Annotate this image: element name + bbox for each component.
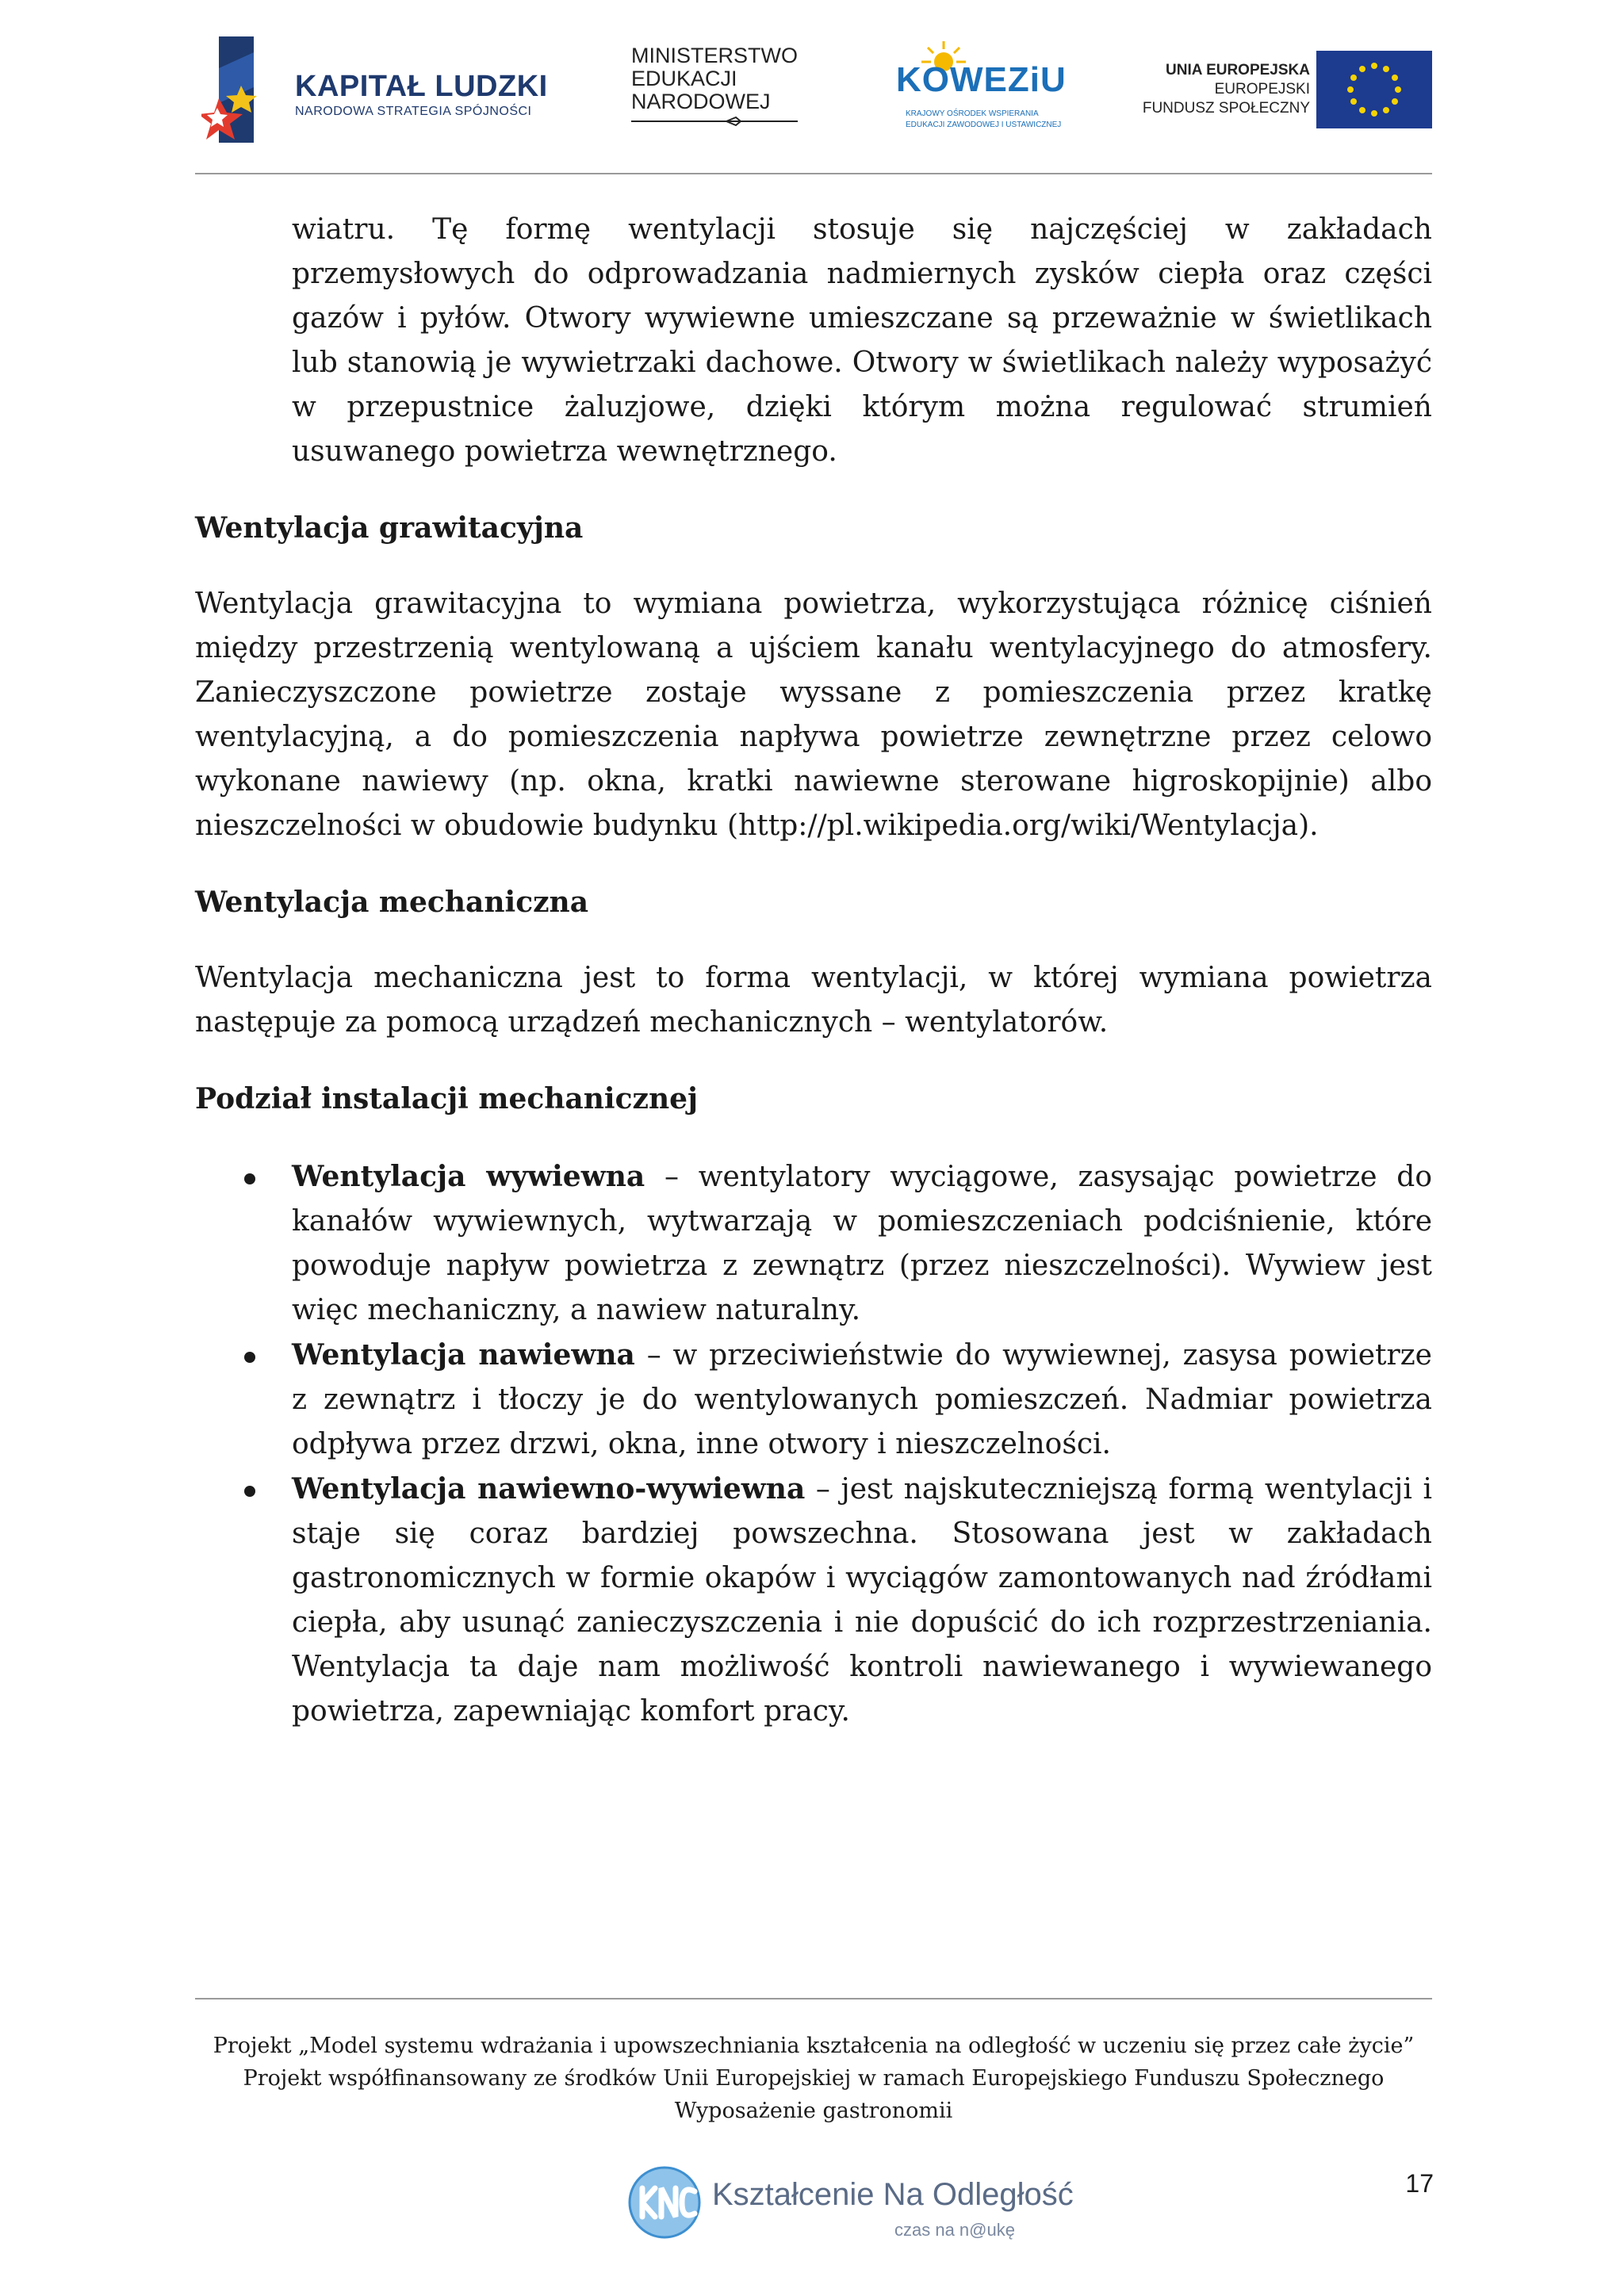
eu-flag-icon: [1316, 51, 1432, 128]
list-item: [292, 1333, 1432, 1467]
kapital-ludzki-subtitle: NARODOWA STRATEGIA SPÓJNOŚCI: [295, 105, 532, 118]
heading-mechanical-ventilation: Wentylacja mechaniczna: [195, 886, 589, 919]
paragraph-mechanical-ventilation: Wentylacja mechaniczna jest to forma wentylacji, w której wymiana powietrza następuje za pomocą urządzeń mechanicznych – wentylatorów.: [195, 962, 1432, 1039]
koweziu-title: KOWEZiU: [896, 60, 1067, 99]
list-item: [292, 1467, 1432, 1734]
knl-subtitle: czas na n@ukę: [894, 2220, 1015, 2240]
men-line-2: EDUKACJI: [631, 67, 737, 90]
footer-document-title: Wyposażenie gastronomii: [674, 2099, 953, 2123]
bullet-icon: [244, 1486, 255, 1497]
bullet-icon: [244, 1352, 255, 1363]
list-item-term: Wentylacja nawiewna: [292, 1338, 635, 1372]
knl-title: Kształcenie Na Odległość: [712, 2177, 1074, 2212]
list-item-term: Wentylacja nawiewno-wywiewna: [292, 1472, 806, 1506]
kapital-ludzki-logo: [201, 36, 548, 143]
men-line-3: NARODOWEJ: [631, 90, 771, 113]
heading-mechanical-division: Podział instalacji mechanicznej: [195, 1082, 699, 1115]
list-item-text: – wentylatory wyciągowe, zasysając powietrze do kanałów wywiewnych, wytwarzają w pomieszczeniach podciśnienie, które powoduje napływ powietrza z zewnątrz (przez nieszczelności). Wywiew jest więc mechaniczny, a nawiew naturalny.: [292, 1161, 1432, 1326]
list-item-text: – jest najskuteczniejszą formą wentylacji i staje się coraz bardziej powszechna. Stosowana jest w zakładach gastronomicznych w formie okapów i wyciągów zamontowanych nad źródłami ciepła, aby usunąć zanieczyszczenia i nie dopuścić do ich rozprzestrzeniania. Wentylacja ta daje nam możliwość kontroli nawiewanego i wywiewanego powietrza, zapewniając komfort pracy.: [292, 1473, 1432, 1728]
men-logo: [631, 44, 806, 132]
eu-line-1: UNIA EUROPEJSKA: [1166, 62, 1310, 78]
page-footer: [195, 2030, 1432, 2127]
ventilation-types-list: [292, 1154, 1432, 1734]
knl-globe-icon: [626, 2164, 703, 2241]
footer-project-line: Projekt „Model systemu wdrażania i upowszechniania kształcenia na odległość w uczeniu się przez całe życie”: [213, 2034, 1415, 2058]
main-content: [195, 208, 1432, 1734]
intro-paragraph: wiatru. Tę formę wentylacji stosuje się najczęściej w zakładach przemysłowych do odprowadzania nadmiernych zysków ciepła oraz części gazów i pyłów. Otwory wywiewne umieszczane są przeważnie w świetlikach lub stanowią je wywietrzaki dachowe. Otwory w świetlikach należy wyposażyć w przepustnice żaluzjowe, dzięki którym można regulować strumień usuwanego powietrza wewnętrznego.: [292, 213, 1432, 468]
bullet-icon: [244, 1173, 255, 1184]
eu-line-2: EUROPEJSKI: [1214, 81, 1310, 98]
page-header: [0, 0, 1624, 174]
koweziu-logo: [896, 41, 1067, 136]
paragraph-gravity-ventilation: Wentylacja grawitacyjna to wymiana powietrza, wykorzystująca różnicę ciśnień między przestrzenią wentylowaną a ujściem kanału wentylacyjnego do atmosfery. Zanieczyszczone powietrze zostaje wyssane z pomieszczenia przez kratkę wentylacyjną, a do pomieszczenia napływa powietrze zewnętrzne przez celowo wykonane nawiewy (np. okna, kratki nawiewne sterowane higroskopijnie) albo nieszczelności w obudowie budynku (http://pl.wikipedia.org/wiki/Wentylacja).: [195, 587, 1432, 842]
pen-icon: [687, 116, 742, 127]
kapital-ludzki-title: KAPITAŁ LUDZKI: [295, 70, 548, 103]
koweziu-sub-1: KRAJOWY OŚRODEK WSPIERANIA: [906, 109, 1039, 118]
eu-line-3: FUNDUSZ SPOŁECZNY: [1142, 100, 1310, 117]
header-divider: [195, 173, 1432, 174]
footer-divider: [195, 1998, 1432, 1999]
knl-logo: [626, 2160, 1074, 2247]
list-item-term: Wentylacja wywiewna: [292, 1160, 645, 1193]
kapital-ludzki-emblem-icon: [201, 36, 289, 143]
list-item-text: – w przeciwieństwie do wywiewnej, zasysa powietrze z zewnątrz i tłoczy je do wentylowanych pomieszczeń. Nadmiar powietrza odpływa przez drzwi, okna, inne otwory i nieszczelności.: [292, 1339, 1432, 1460]
list-item: [292, 1154, 1432, 1333]
koweziu-sub-2: EDUKACJI ZAWODOWEJ I USTAWICZNEJ: [906, 121, 1062, 129]
footer-funding-line: Projekt współfinansowany ze środków Unii Europejskiej w ramach Europejskiego Funduszu Społecznego: [243, 2066, 1385, 2091]
eu-logo: [1142, 51, 1437, 130]
men-line-1: MINISTERSTWO: [631, 44, 798, 67]
heading-gravity-ventilation: Wentylacja grawitacyjna: [195, 511, 584, 545]
page-number: 17: [1405, 2169, 1434, 2198]
